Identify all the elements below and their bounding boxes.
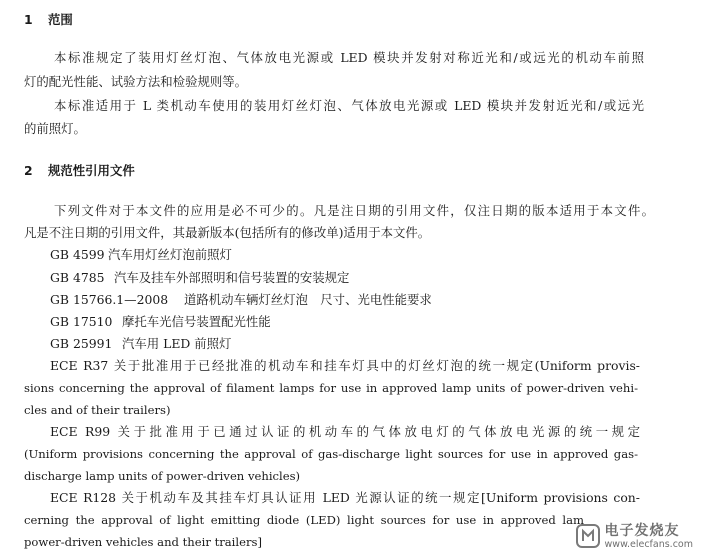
reference-item	[50, 314, 271, 330]
reference-title: 汽车用 LED 前照灯	[122, 336, 232, 351]
paragraph-line: 本标准适用于 L 类机动车使用的装用灯丝灯泡、气体放电光源或 LED 模块并发射近光和/或远光	[54, 98, 644, 113]
reference-title-line: (Uniform provisions concerning the approval of gas-discharge light sources for use in approved gas-	[24, 447, 638, 461]
reference-title-line: cles and of their trailers)	[24, 403, 171, 417]
paragraph-line: 的前照灯。	[24, 121, 86, 136]
reference-title-line: 关于批准用于已通过认证的机动车的气体放电灯的气体放电光源的统一规定	[117, 424, 640, 439]
reference-title: 汽车用灯丝灯泡前照灯	[108, 247, 232, 262]
section-title: 范围	[48, 12, 73, 27]
reference-code: GB 4785	[50, 270, 105, 285]
reference-item	[50, 270, 349, 286]
reference-code: GB 25991	[50, 336, 113, 351]
paragraph-line: 本标准规定了装用灯丝灯泡、气体放电光源或 LED 模块并发射对称近光和/或远光的机动车前照	[54, 50, 644, 65]
watermark-brand: 电子发烧友	[604, 522, 680, 539]
reference-title: 道路机动车辆灯丝灯泡 尺寸、光电性能要求	[184, 292, 432, 307]
reference-title: 汽车及挂车外部照明和信号装置的安装规定	[114, 270, 350, 285]
reference-item	[50, 490, 640, 506]
reference-title: 摩托车光信号装置配光性能	[122, 314, 271, 329]
reference-title-line: power-driven vehicles and their trailers]	[24, 535, 262, 549]
reference-code: ECE R37	[50, 358, 109, 373]
reference-code: GB 15766.1—2008	[50, 292, 169, 307]
reference-item	[50, 424, 640, 440]
elecfans-logo-icon	[575, 523, 601, 552]
reference-title-line: sions concerning the approval of filament lamps for use in approved lamp units of power-driven vehi-	[24, 381, 638, 395]
reference-code: GB 4599	[50, 247, 105, 262]
section-number: 1	[24, 12, 33, 27]
reference-item	[50, 292, 432, 308]
reference-item	[50, 336, 231, 352]
reference-code: ECE R128	[50, 490, 117, 505]
reference-title-line: discharge lamp units of power-driven vehicles)	[24, 469, 301, 483]
watermark	[575, 523, 693, 552]
reference-item	[50, 247, 232, 263]
section-1-heading	[24, 10, 73, 28]
reference-item	[50, 358, 640, 374]
reference-title-line: cerning the approval of light emitting diode (LED) light sources for use in approved lam	[24, 513, 584, 527]
section-number: 2	[24, 163, 33, 178]
intro-line: 凡是不注日期的引用文件，其最新版本(包括所有的修改单)适用于本文件。	[24, 225, 431, 240]
intro-line: 下列文件对于本文件的应用是必不可少的。凡是注日期的引用文件，仅注日期的版本适用于本文件。	[54, 203, 654, 218]
section-title: 规范性引用文件	[48, 163, 135, 178]
paragraph-line: 灯的配光性能、试验方法和检验规则等。	[24, 74, 248, 89]
watermark-url: www.elecfans.com	[604, 538, 693, 550]
reference-code: ECE R99	[50, 424, 111, 439]
reference-title-line: 关于机动车及其挂车灯具认证用 LED 光源认证的统一规定[Uniform provisions con-	[121, 490, 640, 505]
reference-title-line: 关于批准用于已经批准的机动车和挂车灯具中的灯丝灯泡的统一规定(Uniform provis-	[113, 358, 640, 373]
reference-code: GB 17510	[50, 314, 113, 329]
section-2-heading	[24, 161, 135, 179]
